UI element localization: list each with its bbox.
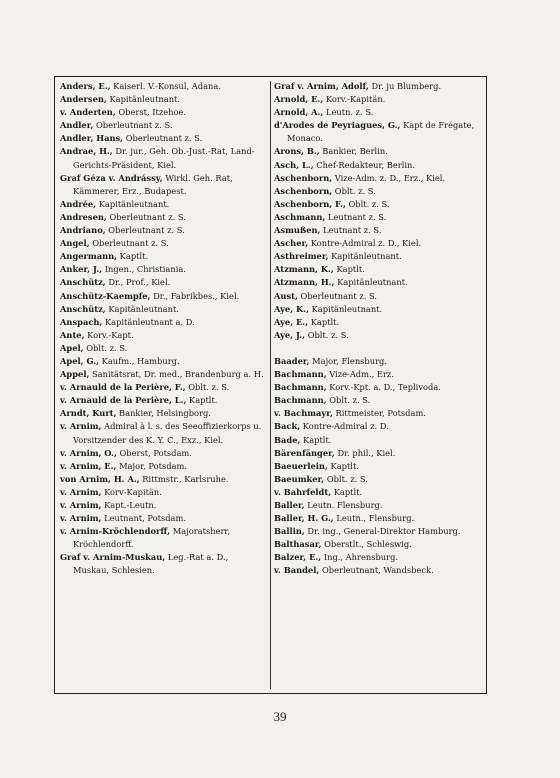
entry-name: Anspach, <box>60 316 103 327</box>
entry-detail: Vize-Adm., Erz. <box>329 369 394 380</box>
directory-entry <box>60 355 266 368</box>
directory-entry <box>274 145 482 158</box>
directory-entry <box>60 263 266 276</box>
directory-entry <box>274 329 482 342</box>
directory-entry <box>274 106 482 119</box>
entry-name: v. Arnauld de la Perière, F., <box>60 382 186 393</box>
entry-name: Atzmann, H., <box>274 277 335 288</box>
entry-name: Graf v. Arnim-Muskau, <box>60 552 166 563</box>
entry-detail: Dr. ing., General-Direktor Hamburg. <box>307 526 461 537</box>
directory-entry <box>60 224 266 237</box>
entry-detail: Kapt.-Leutn. <box>104 500 157 510</box>
directory-entry <box>274 250 482 263</box>
entry-name: Anker, J., <box>60 264 103 275</box>
entry-detail: Kaptlt. <box>119 251 149 262</box>
directory-entry <box>274 93 482 106</box>
entry-detail: Leg.-Rat a. D., Muskau, Schlesien. <box>73 552 229 576</box>
entry-name: v. Arnim, <box>60 421 102 432</box>
entry-detail: Oberleutnant z. S. <box>125 133 203 144</box>
entry-name: d'Arodes de Peyriagues, G., <box>274 120 401 131</box>
entry-name: Bachmann, <box>274 382 327 393</box>
directory-entry <box>60 145 266 171</box>
directory-entry <box>274 159 482 172</box>
directory-entry <box>60 290 266 303</box>
entry-detail: Kapitänleutnant. <box>337 277 408 288</box>
directory-entry <box>274 172 482 185</box>
entry-name: Baeuerlein, <box>274 460 328 471</box>
directory-entry <box>274 237 482 250</box>
entry-detail: Oberst, Potsdam. <box>119 447 192 458</box>
directory-entry <box>274 434 482 447</box>
entry-detail: Oblt. z. S. <box>307 329 349 340</box>
entry-name: Andler, Hans, <box>60 133 124 144</box>
directory-entry <box>274 525 482 538</box>
entry-detail: Oblt. z. S. <box>326 473 368 484</box>
entry-name: v. Anderten, <box>60 107 116 118</box>
column-divider <box>270 81 271 689</box>
directory-entry <box>274 224 482 237</box>
entry-detail: Sanitätsrat, Dr. med., Brandenburg a. H. <box>92 369 264 380</box>
entry-detail: Ingen., Christiania. <box>104 264 186 275</box>
entry-name: Baeumker, <box>274 473 325 484</box>
entry-name: Balzer, E., <box>274 552 322 563</box>
entry-detail: Korv.-Kapitän. <box>325 94 386 105</box>
entry-detail: Leutnant z. S. <box>323 225 382 236</box>
entry-detail: Oblt. z. S. <box>188 382 230 393</box>
directory-entry <box>274 198 482 211</box>
entry-detail: Kapitänleutnant. <box>98 198 170 209</box>
entry-name: v. Arnim, O., <box>60 447 117 458</box>
directory-entry <box>60 525 266 551</box>
directory-entry <box>274 303 482 316</box>
entry-detail: Dr., Fabrikbes., Kiel. <box>153 290 240 301</box>
entry-name: von Arnim, H. A., <box>60 473 140 484</box>
entry-name: Anschütz, <box>60 277 106 288</box>
entry-name: Graf Géza v. Andrássy, <box>60 172 163 183</box>
entry-detail: Kapitänleutnant. <box>311 303 383 314</box>
directory-entry <box>60 237 266 250</box>
entry-name: Anschütz, <box>60 303 106 314</box>
directory-entry <box>60 512 266 525</box>
entry-name: Angel, <box>60 238 90 249</box>
entry-name: Aye, E., <box>274 316 309 327</box>
directory-entry <box>60 420 266 446</box>
entry-detail: Korv-Kapitän. <box>104 486 162 497</box>
entry-detail: Oblt. z. S. <box>329 395 371 406</box>
entry-name: Arnold, A., <box>274 107 324 118</box>
directory-entry <box>274 486 482 499</box>
directory-entry <box>60 250 266 263</box>
entry-name: Bachmann, <box>274 369 327 380</box>
entry-detail: Oberleutnant z. S. <box>96 120 173 131</box>
entry-detail: Leutnant z. S. <box>327 211 387 222</box>
directory-entry <box>60 276 266 289</box>
entry-name: Ascher, <box>274 238 309 249</box>
entry-detail: Oberleutnant z. S. <box>108 225 185 236</box>
directory-entry <box>274 316 482 329</box>
entry-detail: Major, Flensburg. <box>312 355 387 366</box>
directory-entry <box>60 447 266 460</box>
directory-entry <box>60 198 266 211</box>
entry-name: Aye, J., <box>274 329 306 340</box>
directory-entry <box>274 447 482 460</box>
entry-name: v. Arnauld de la Perière, L., <box>60 395 187 406</box>
entry-name: v. Arnim, E., <box>60 460 117 471</box>
entry-name: Andresen, <box>60 211 107 222</box>
entry-detail: Oberstlt., Schleswig. <box>324 539 412 550</box>
entry-detail: Dr. jur., Geh. Ob.-Just.-Rat, Land-Gerichts-Präsident, Kiel. <box>73 146 255 170</box>
directory-entry <box>274 276 482 289</box>
directory-entry <box>274 80 482 93</box>
entry-name: Asmußen, <box>274 225 321 236</box>
directory-entry <box>274 119 482 145</box>
entry-name: Graf v. Arnim, Adolf, <box>274 81 369 91</box>
entry-name: Baader, <box>274 355 310 366</box>
entry-detail: Dr. phil., Kiel. <box>337 447 396 458</box>
entry-detail: Kaptlt. <box>336 264 365 275</box>
entry-name: Apel, <box>60 342 84 353</box>
entry-name: Ante, <box>60 329 85 340</box>
directory-entry <box>60 486 266 499</box>
directory-entry <box>60 551 266 577</box>
entry-detail: Admiral à l. s. des Seeoffizierkorps u. Vorsitzender des K. Y. C., Exz., Kiel. <box>73 421 262 445</box>
entry-detail: Dr., Prof., Kiel. <box>108 277 171 288</box>
entry-detail: Leutn., Flensburg. <box>336 513 415 524</box>
entry-name: Baller, H. G., <box>274 513 334 524</box>
entry-name: Appel, <box>60 369 90 380</box>
directory-entry <box>60 172 266 198</box>
directory-entry <box>274 263 482 276</box>
entry-name: Aschmann, <box>274 211 326 222</box>
entry-detail: Kontre-Admiral z. D., Kiel. <box>310 238 422 249</box>
entry-detail: Kaiserl. V.-Konsul, Adana. <box>113 81 221 91</box>
entry-detail: Kapitänleutnant. <box>331 251 402 262</box>
directory-entry <box>274 499 482 512</box>
entry-name: Balthasar, <box>274 539 322 550</box>
entry-detail: Oberst, Itzehoe. <box>118 107 186 118</box>
entry-name: Andersen, <box>60 94 107 105</box>
entry-name: v. Arnim, <box>60 486 102 497</box>
entry-name: Back, <box>274 421 301 432</box>
entry-detail: Kapitänleutnant. <box>109 94 181 105</box>
directory-entry <box>274 381 482 394</box>
entry-detail: Oberleutnant z. S. <box>109 211 186 222</box>
entry-name: v. Arnim, <box>60 513 102 524</box>
entry-detail: Major, Potsdam. <box>119 460 187 471</box>
entry-name: Andriano, <box>60 225 106 236</box>
entry-detail: Kaptlt. <box>333 486 363 497</box>
directory-entry <box>60 381 266 394</box>
entry-detail: Kaptlt. <box>330 460 359 471</box>
page-frame <box>54 76 487 694</box>
blank-line <box>274 342 482 355</box>
entry-name: Bade, <box>274 434 301 445</box>
directory-entry <box>60 119 266 132</box>
entry-detail: Kontre-Admiral z. D. <box>302 421 389 432</box>
entry-name: Aye, K., <box>274 303 309 314</box>
entry-detail: Oblt. z. S. <box>334 185 376 196</box>
directory-entry <box>60 93 266 106</box>
entry-name: Andrae, H., <box>60 146 113 157</box>
directory-entry <box>60 368 266 381</box>
directory-entry <box>274 407 482 420</box>
entry-name: Arndt, Kurt, <box>60 408 117 419</box>
entry-detail: Majoratsherr, Kröchlendorff. <box>73 526 231 550</box>
directory-entry <box>274 394 482 407</box>
entry-detail: Korv.-Kpt. a. D., Teplivoda. <box>329 382 441 393</box>
directory-entry <box>274 290 482 303</box>
directory-entry <box>274 551 482 564</box>
entry-detail: Korv.-Kapt. <box>87 329 134 340</box>
entry-detail: Rittmstr., Karlsruhe. <box>142 473 229 484</box>
directory-entry <box>60 316 266 329</box>
directory-entry <box>274 460 482 473</box>
entry-name: Aust, <box>274 290 298 301</box>
directory-entry <box>60 211 266 224</box>
entry-detail: Rittmeister, Potsdam. <box>335 408 426 419</box>
directory-entry <box>60 460 266 473</box>
entry-name: Andrée, <box>60 198 97 209</box>
directory-entry <box>274 538 482 551</box>
entry-name: Anders, E., <box>60 81 111 91</box>
entry-name: Aschenborn, <box>274 185 333 196</box>
entry-detail: Dr. ju Blumberg. <box>371 81 442 91</box>
directory-entry <box>274 185 482 198</box>
entry-name: Arnold, E., <box>274 94 324 105</box>
entry-detail: Leutn. z. S. <box>325 107 374 118</box>
entry-detail: Kapt de Frégate, Monaco. <box>287 120 475 144</box>
entry-name: Anschütz-Kaempfe, <box>60 290 151 301</box>
entry-name: Angermann, <box>60 251 118 262</box>
entry-detail: Leutn. Flensburg. <box>307 500 383 510</box>
entry-detail: Oblt. z. S. <box>348 198 390 209</box>
entry-name: v. Bachmayr, <box>274 408 333 419</box>
right-column <box>274 80 482 578</box>
entry-detail: Chef-Redakteur, Berlin. <box>316 159 416 170</box>
entry-detail: Kaptlt. <box>310 316 340 327</box>
directory-entry <box>274 473 482 486</box>
entry-detail: Oberleutnant z. S. <box>300 290 378 301</box>
directory-entry <box>60 394 266 407</box>
entry-name: v. Arnim, <box>60 500 102 510</box>
entry-name: v. Arnim-Kröchlendorff, <box>60 526 171 537</box>
entry-name: Bärenfänger, <box>274 447 335 458</box>
entry-name: Ballin, <box>274 526 305 537</box>
directory-entry <box>60 329 266 342</box>
directory-entry <box>60 80 266 93</box>
entry-detail: Kapitänleutnant a. D. <box>104 316 195 327</box>
entry-detail: Kapitänleutnant. <box>108 303 179 314</box>
directory-entry <box>60 303 266 316</box>
entry-detail: Kaptlt. <box>303 434 332 445</box>
directory-entry <box>274 211 482 224</box>
entry-detail: Oberleutnant z. S. <box>92 238 169 249</box>
entry-detail: Bankier, Berlin. <box>322 146 388 157</box>
entry-name: Bachmann, <box>274 395 327 406</box>
entry-name: Baller, <box>274 500 305 510</box>
directory-entry <box>60 106 266 119</box>
entry-name: Atzmann, K., <box>274 264 334 275</box>
entry-detail: Vize-Adm. z. D., Erz., Kiel. <box>334 172 446 183</box>
directory-entry <box>60 132 266 145</box>
directory-entry <box>274 355 482 368</box>
entry-detail: Oberleutnant, Wandsbeck. <box>321 565 434 576</box>
entry-detail: Oblt. z. S. <box>86 342 128 353</box>
directory-entry <box>60 342 266 355</box>
entry-name: v. Bandel, <box>274 565 320 576</box>
entry-detail: Kaufm., Hamburg. <box>101 355 180 366</box>
directory-entry <box>274 368 482 381</box>
entry-detail: Bankier, Helsingborg. <box>119 408 211 419</box>
directory-entry <box>60 473 266 486</box>
entry-detail: Ing., Ahrensburg. <box>323 552 399 563</box>
entry-name: Asch, L., <box>274 159 314 170</box>
entry-detail: Leutnant, Potsdam. <box>104 513 187 524</box>
page-number: 39 <box>273 709 287 724</box>
directory-entry <box>274 420 482 433</box>
entry-name: Aschenborn, <box>274 172 333 183</box>
directory-entry <box>274 564 482 577</box>
entry-name: Arons, B., <box>274 146 320 157</box>
directory-entry <box>60 407 266 420</box>
entry-detail: Wirkl. Geh. Rat, Kämmerer, Erz., Budapest. <box>73 172 233 196</box>
entry-name: Aschenborn, F., <box>274 198 346 209</box>
entry-name: Andler, <box>60 120 94 131</box>
entry-detail: Kaptlt. <box>189 395 218 406</box>
entry-name: v. Bahrfeldt, <box>274 486 332 497</box>
directory-entry <box>274 512 482 525</box>
entry-name: Asthreimer, <box>274 251 329 262</box>
entry-name: Apel, G., <box>60 355 100 366</box>
left-column <box>60 80 266 578</box>
directory-entry <box>60 499 266 512</box>
